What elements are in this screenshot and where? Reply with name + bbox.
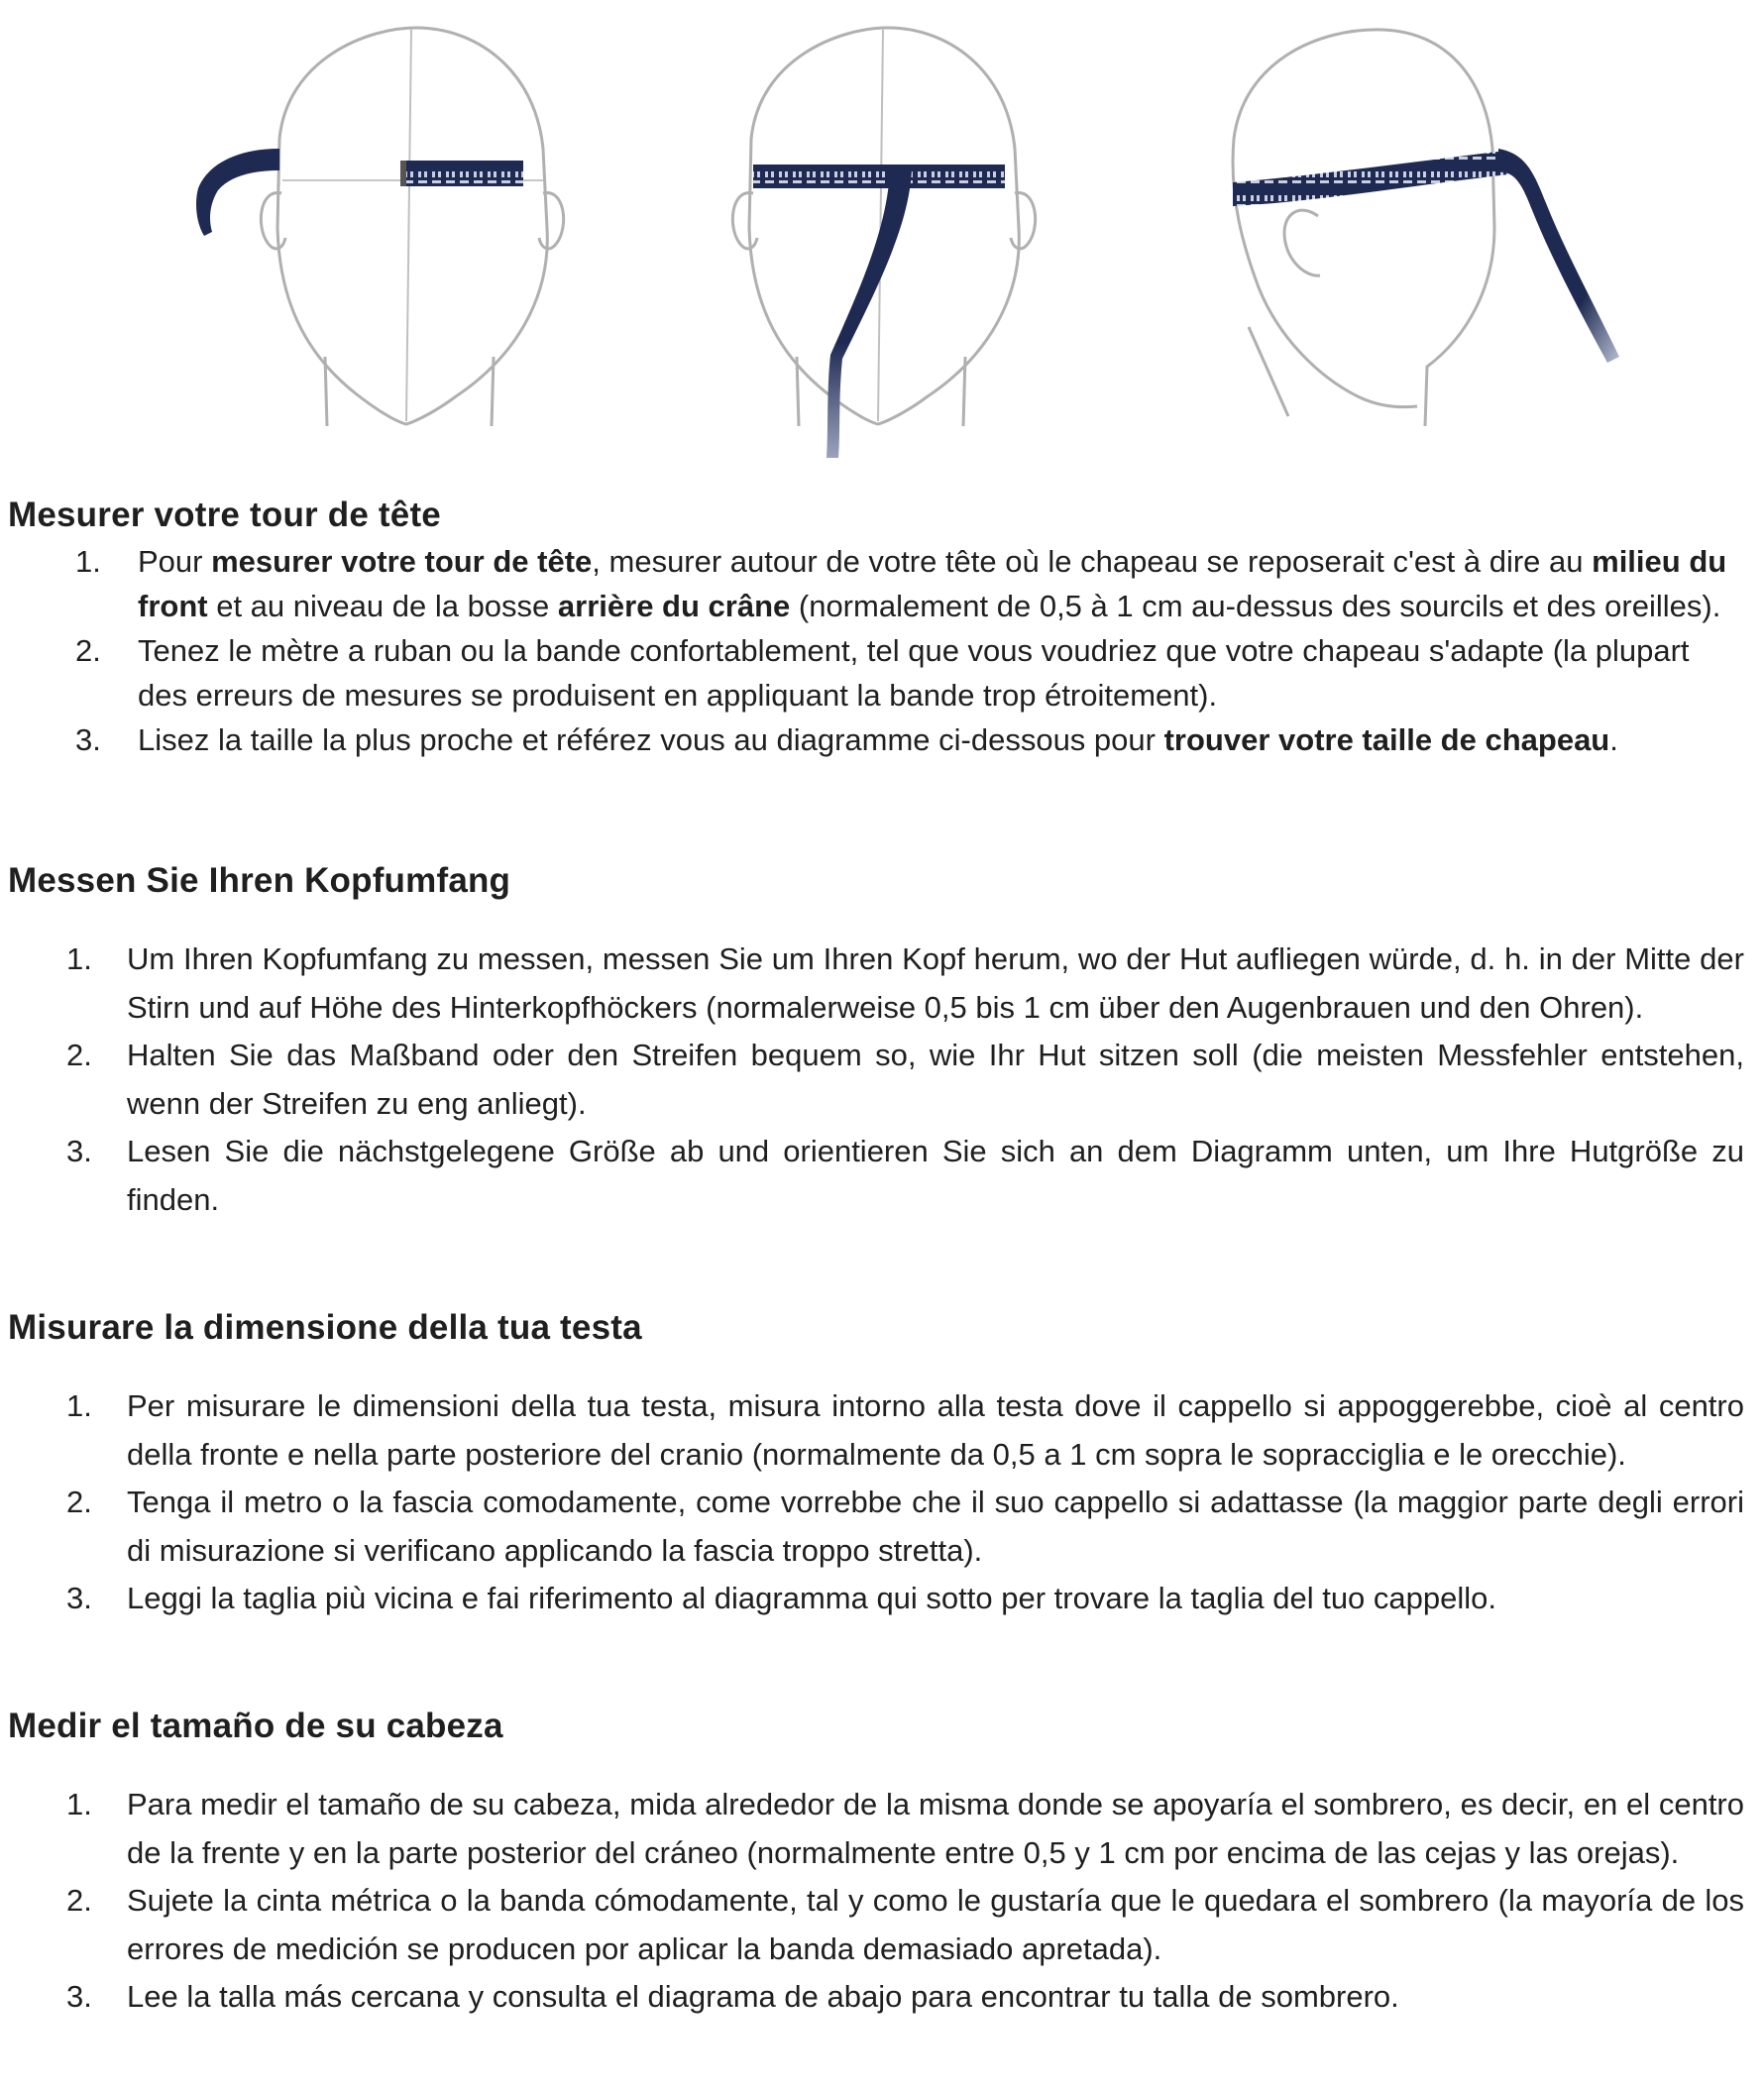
list-number: 2. xyxy=(75,633,101,668)
list-number: 1. xyxy=(66,1388,92,1423)
text-segment: (normalement de 0,5 à 1 cm au-dessus des sourcils et des oreilles). xyxy=(790,589,1721,623)
section-title-spanish: Medir el tamaño de su cabeza xyxy=(8,1707,503,1745)
text-segment: Lisez la taille la plus proche et référez vous au diagramme ci-dessous pour xyxy=(138,722,1164,757)
section-german xyxy=(8,859,1744,1224)
list-item xyxy=(8,1877,1744,1973)
head-side-tape-icon xyxy=(1233,30,1619,426)
list-number: 2. xyxy=(66,1485,92,1519)
text-segment: Tenez le mètre a ruban ou la bande confortablement, tel que vous voudriez que votre chapeau s'adapte (la plupart des erreurs de mesures se produisent en appliquant la bande trop étroitement). xyxy=(138,633,1690,713)
text-segment: , mesurer autour de votre tête où le chapeau se reposerait c'est à dire au xyxy=(592,544,1593,579)
list-item xyxy=(8,936,1744,1032)
head-front-tape-drop-icon xyxy=(732,28,1035,458)
bold-text: trouver votre taille de chapeau xyxy=(1163,722,1610,757)
list-item-text: Lesen Sie die nächstgelegene Größe ab und orientieren Sie sich an dem Diagramm unten, um Ihre Hutgröße zu finden. xyxy=(127,1134,1744,1217)
bold-text: milieu du front xyxy=(138,544,1727,623)
list-item-text: Sujete la cinta métrica o la banda cómodamente, tal y como le gustaría que le quedara el sombrero (la mayoría de los errores de medición se producen por aplicar la banda demasiado apretada). xyxy=(127,1883,1744,1966)
list-number: 1. xyxy=(75,544,101,579)
instructions-list-french xyxy=(8,539,1744,762)
list-item-text xyxy=(138,722,1618,757)
list-item xyxy=(8,628,1744,717)
section-french xyxy=(8,494,1744,762)
list-item xyxy=(8,1128,1744,1224)
list-item xyxy=(8,1479,1744,1575)
list-number: 2. xyxy=(66,1883,92,1918)
list-item-text: Para medir el tamaño de su cabeza, mida alrededor de la misma donde se apoyaría el sombrero, es decir, en el centro de la frente y en la parte posterior del cráneo (normalmente entre 0,5 y 1 cm por encima de las cejas y las orejas). xyxy=(127,1787,1744,1870)
bold-text: mesurer votre tour de tête xyxy=(211,544,593,579)
list-item-text xyxy=(138,544,1726,623)
list-item-text: Per misurare le dimensioni della tua testa, misura intorno alla testa dove il cappello si appoggerebbe, cioè al centro della fronte e nella parte posteriore del cranio (normalmente da 0,5 a 1 cm sopra le sopracciglia e le orecchie). xyxy=(127,1388,1744,1472)
list-item-text: Um Ihren Kopfumfang zu messen, messen Sie um Ihren Kopf herum, wo der Hut aufliegen würde, d. h. in der Mitte der Stirn und auf Höhe des Hinterkopfhöckers (normalerweise 0,5 bis 1 cm über den Augenbrauen und den Ohren). xyxy=(127,941,1744,1025)
list-item xyxy=(8,539,1744,628)
instructions-list-spanish xyxy=(8,1781,1744,2022)
section-title-italian: Misurare la dimensione della tua testa xyxy=(8,1308,642,1347)
list-number: 3. xyxy=(66,1581,92,1615)
list-item xyxy=(8,717,1744,762)
section-title-german: Messen Sie Ihren Kopfumfang xyxy=(8,861,511,900)
section-spanish xyxy=(8,1705,1744,2022)
text-segment: . xyxy=(1609,722,1618,757)
list-item xyxy=(8,1032,1744,1128)
list-item xyxy=(8,1382,1744,1479)
list-item xyxy=(8,1575,1744,1623)
instructions-list-italian xyxy=(8,1382,1744,1623)
instructions-list-german xyxy=(8,936,1744,1224)
bold-text: arrière du crâne xyxy=(557,589,791,623)
list-item-text: Halten Sie das Maßband oder den Streifen bequem so, wie Ihr Hut sitzen soll (die meisten Messfehler entstehen, wenn der Streifen zu eng anliegt). xyxy=(127,1038,1744,1121)
list-item-text: Lee la talla más cercana y consulta el diagrama de abajo para encontrar tu talla de sombrero. xyxy=(127,1979,1399,2014)
text-segment: Pour xyxy=(138,544,212,579)
list-number: 3. xyxy=(75,722,101,757)
list-item-text: Tenga il metro o la fascia comodamente, come vorrebbe che il suo cappello si adattasse (la maggior parte degli errori di misurazione si verificano applicando la fascia troppo stretta). xyxy=(127,1485,1744,1568)
list-item-text xyxy=(138,633,1690,713)
section-italian xyxy=(8,1306,1744,1623)
list-number: 2. xyxy=(66,1038,92,1072)
list-number: 3. xyxy=(66,1979,92,2014)
list-number: 3. xyxy=(66,1134,92,1168)
head-front-tape-icon xyxy=(196,28,564,426)
list-item xyxy=(8,1973,1744,2022)
list-item-text: Leggi la taglia più vicina e fai riferimento al diagramma qui sotto per trovare la taglia del tuo cappello. xyxy=(127,1581,1496,1615)
section-title-french: Mesurer votre tour de tête xyxy=(8,496,441,534)
list-number: 1. xyxy=(66,941,92,976)
list-item xyxy=(8,1781,1744,1877)
text-segment: et au niveau de la bosse xyxy=(207,589,558,623)
list-number: 1. xyxy=(66,1787,92,1821)
head-measurement-illustration xyxy=(0,0,1764,476)
